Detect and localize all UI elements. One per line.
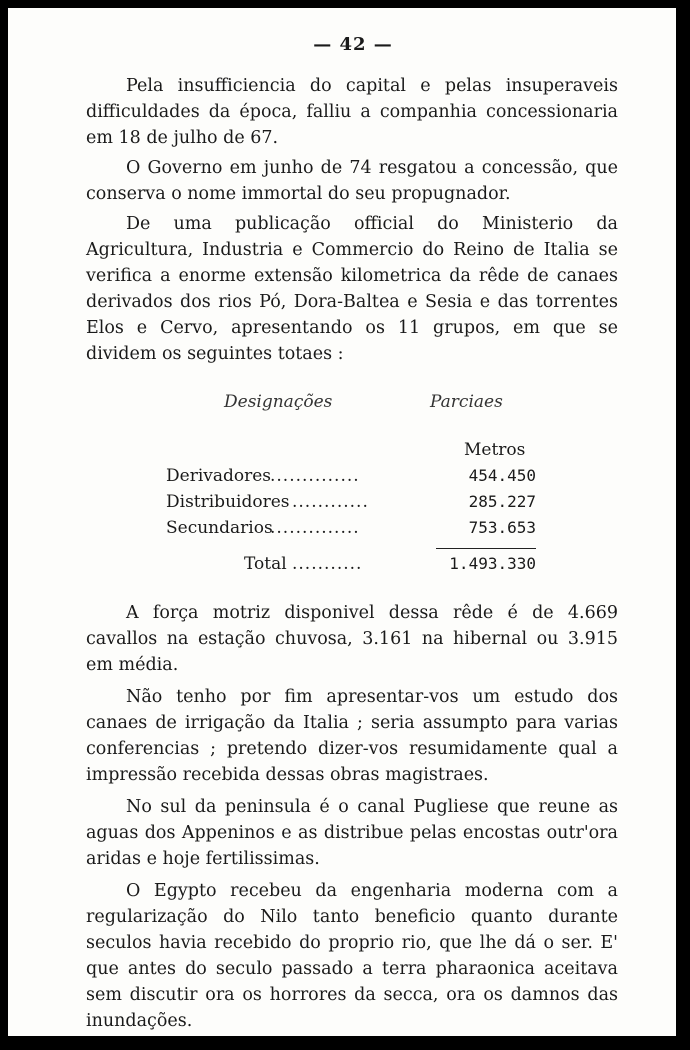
total-label: Total: [244, 554, 287, 574]
total-leader-dots: ...........: [292, 554, 363, 574]
row-leader-dots: ..............: [270, 466, 360, 486]
top-text-block: [86, 73, 618, 371]
unit-label: Metros: [464, 440, 526, 460]
total-value: 1.493.330: [449, 554, 536, 573]
row-label: Derivadores: [166, 466, 272, 486]
table-row: [166, 492, 536, 518]
row-label: Secundarios: [166, 518, 273, 538]
row-value: 454.450: [468, 466, 536, 485]
paragraph: No sul da peninsula é o canal Pugliese que reune as aguas dos Appeninos e as distribue pelas encostas outr'ora aridas e hoje fertilissimas.: [86, 797, 618, 869]
paragraph: De uma publicação official do Ministerio da Agricultura, Industria e Commercio do Reino de Italia se verifica a enorme extensão kilometrica da rêde de canaes derivados dos rios Pó, Dora-Baltea e Sesia e das torrentes Elos e Cervo, apresentando os 11 grupos, em que se dividem os seguintes totaes :: [86, 214, 618, 364]
row-label: Distribuidores: [166, 492, 290, 512]
header-parciaes: Parciaes: [430, 392, 503, 412]
table-row: [166, 466, 536, 492]
bottom-text-block: [86, 600, 618, 1040]
row-leader-dots: ..............: [270, 518, 360, 538]
paragraph: O Egypto recebeu da engenharia moderna com a regularização do Nilo tanto beneficio quanto durante seculos havia recebido do proprio rio, que lhe dá o ser. E' que antes do seculo passado a terra pharaonica aceitava sem discutir ora os horrores da secca, ora os damnos das inundações.: [86, 881, 618, 1031]
paragraph: Pela insufficiencia do capital e pelas insuperaveis difficuldades da época, falliu a companhia concessionaria em 18 de julho de 67.: [86, 76, 618, 148]
paragraph: A força motriz disponivel dessa rêde é de 4.669 cavallos na estação chuvosa, 3.161 na hibernal ou 3.915 em média.: [86, 603, 618, 675]
table-row: [166, 518, 536, 544]
page-number: — 42 —: [313, 34, 393, 55]
row-leader-dots: ............: [292, 492, 369, 512]
paragraph: Não tenho por fim apresentar-vos um estudo dos canaes de irrigação da Italia ; seria assumpto para varias conferencias ; pretendo dizer-vos resumidamente qual a impressão recebida dessas obras magistraes.: [86, 687, 618, 785]
total-rule: [436, 548, 536, 549]
row-value: 285.227: [468, 492, 536, 511]
total-row: [166, 554, 536, 580]
paragraph: O Governo em junho de 74 resgatou a concessão, que conserva o nome immortal do seu propugnador.: [86, 158, 618, 204]
header-designacoes: Designações: [224, 392, 333, 412]
row-value: 753.653: [468, 518, 536, 537]
